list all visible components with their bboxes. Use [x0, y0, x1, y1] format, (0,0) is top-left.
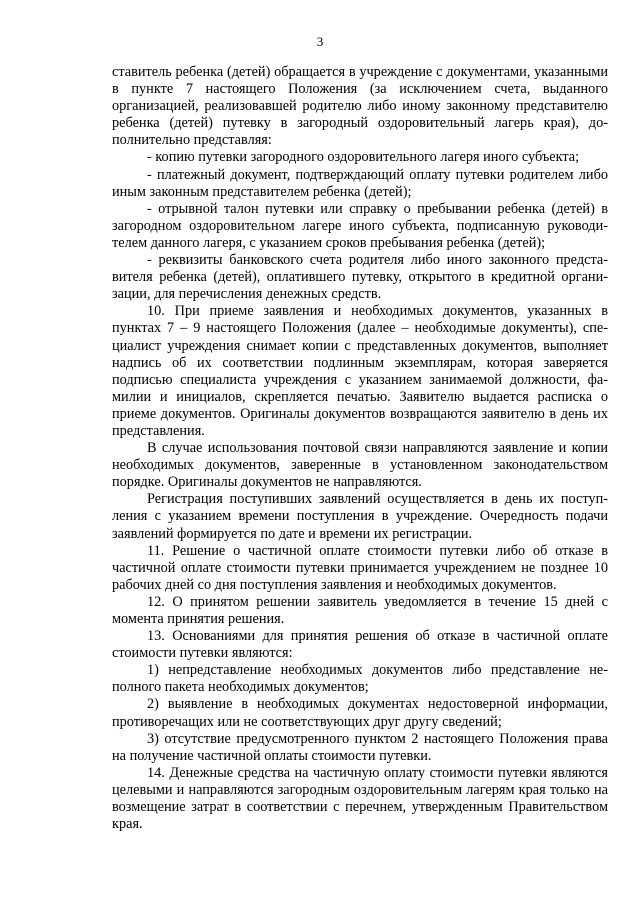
clause-10: 10. При приеме заявления и необходимых документов, указанных в пунктах 7 – 9 настоящего Положения (далее – необходимые документы), специалист учреждения снимает копии с представленных документов, выполняет надпись об их соответствии подлинным экземплярам, которая заверяется подписью специалиста учреждения с указанием занимаемой должности, фамилии и инициалов, скрепляется печатью. Заявителю выдается расписка о приеме документов. Оригиналы документов возвращаются заявителю в день их представления.: [112, 303, 608, 439]
clause-11: 11. Решение о частичной оплате стоимости путевки либо об отказе в частичной оплате стоимости путевки принимается учреждением не позднее 10 рабочих дней со дня поступления заявления и необходимых документов.: [112, 542, 608, 593]
document-body: [112, 64, 608, 833]
paragraph-postal: В случае использования почтовой связи направляются заявление и копии необходимых документов, заверенные в установленном законодательством порядке. Оригиналы документов не направляются.: [112, 440, 608, 491]
clause-13-item-1: 1) непредставление необходимых документов либо представление неполного пакета необходимых документов;: [112, 662, 608, 696]
list-item-voucher-copy: - копию путевки загородного оздоровительного лагеря иного субъекта;: [147, 149, 580, 166]
list-item-bank-details: - реквизиты банковского счета родителя либо иного законного представителя ребенка (детей), оплатившего путевку, открытого в кредитной организации, для перечисления денежных средств.: [112, 252, 608, 303]
page-number: 3: [316, 34, 324, 49]
clause-13-item-3: 3) отсутствие предусмотренного пунктом 2 настоящего Положения права на получение частичной оплаты стоимости путевки.: [112, 730, 608, 764]
paragraph-registration: Регистрация поступивших заявлений осуществляется в день их поступления с указанием времени поступления в учреждение. Очередность подачи заявлений формируется по дате и времени их регистрации.: [112, 491, 608, 542]
paragraph-continuation: ставитель ребенка (детей) обращается в учреждение с документами, указанными в пункте 7 настоящего Положения (за исключением счета, выданного организацией, реализовавшей родителю либо иному законному представителю ребенка (детей) путевку в загородный оздоровительный лагерь края), дополнительно представляя:: [112, 64, 608, 149]
clause-14: 14. Денежные средства на частичную оплату стоимости путевки являются целевыми и направляются загородным оздоровительным лагерям края только на возмещение затрат в соответствии с перечнем, утвержденным Правительством края.: [112, 764, 608, 833]
clause-13-item-2: 2) выявление в необходимых документах недостоверной информации, противоречащих или не соответствующих друг другу сведений;: [112, 696, 608, 730]
clause-12: 12. О принятом решении заявитель уведомляется в течение 15 дней с момента принятия решения.: [112, 593, 608, 627]
list-item-payment-document: - платежный документ, подтверждающий оплату путевки родителем либо иным законным представителем ребенка (детей);: [112, 166, 608, 200]
clause-13: 13. Основаниями для принятия решения об отказе в частичной оплате стоимости путевки являются:: [112, 628, 608, 662]
list-item-voucher-stub: - отрывной талон путевки или справку о пребывании ребенка (детей) в загородном оздоровительном лагере иного субъекта, подписанную руководителем данного лагеря, с указанием сроков пребывания ребенка (детей);: [112, 200, 608, 251]
